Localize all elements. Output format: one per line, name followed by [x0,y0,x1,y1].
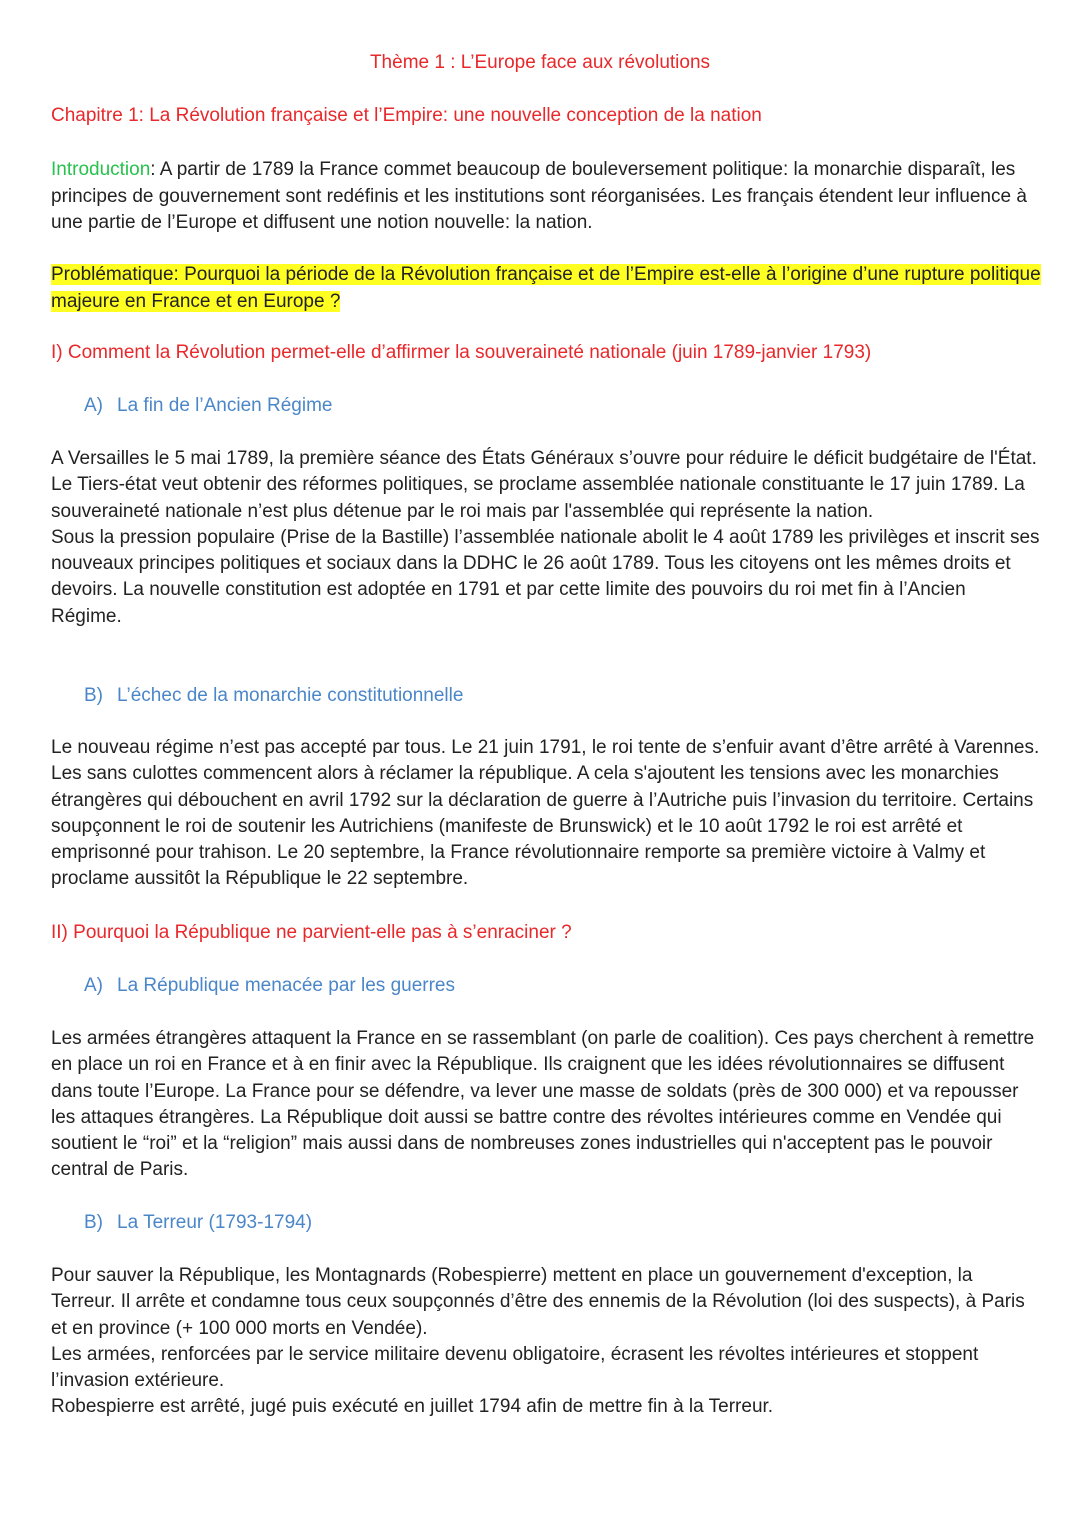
part2-section-a-body [51,1026,1041,1184]
paragraph: Robespierre est arrêté, jugé puis exécuté en juillet 1794 afin de mettre fin à la Terreur. [51,1396,774,1418]
part2-section-a-heading [84,974,1034,998]
paragraph: Sous la pression populaire (Prise de la Bastille) l’assemblée nationale abolit le 4 août 1789 les privilèges et inscrit ses nouveaux principes politiques et sociaux dans la DDHC le 26 août 1789. Tous les citoyens ont les mêmes droits et devoirs. La nouvelle constitution est adoptée en 1791 et par cette limite des pouvoirs du roi met fin à l’Ancien Régime. [51,526,1040,627]
problematique-text: Problématique: Pourquoi la période de la Révolution française et de l’Empire est-elle à l’origine d’une rupture politique majeure en France et en Europe ? [51,264,1041,312]
introduction-label: Introduction [51,159,151,180]
section-title: L’échec de la monarchie constitutionnelle [117,685,464,706]
paragraph: A Versailles le 5 mai 1789, la première séance des États Généraux s’ouvre pour réduire le déficit budgétaire de l'État. Le Tiers-état veut obtenir des réformes politiques, se proclame assemblée nationale constituante le 17 juin 1789. La souveraineté nationale n’est plus détenue par le roi mais par l'assemblée qui représente la nation. [51,448,1037,522]
section-letter: B) [84,1212,103,1233]
part1-section-b-heading [84,684,1034,708]
section-letter: A) [84,975,103,996]
introduction-text: : A partir de 1789 la France commet beaucoup de bouleversement politique: la monarchie disparaît, les principes de gouvernement sont redéfinis et les institutions sont réorganisées. Les français étendent leur influence à une partie de l’Europe et diffusent une notion nouvelle: la nation. [51,159,1027,233]
part2-section-b-body [51,1263,1041,1421]
problematique-paragraph [51,262,1041,315]
section-title: La République menacée par les guerres [117,975,455,996]
section-title: La Terreur (1793-1794) [117,1212,313,1233]
part1-section-a-heading [84,394,1034,418]
chapter-title: Chapitre 1: La Révolution française et l’Empire: une nouvelle conception de la nation [51,105,762,126]
introduction-paragraph [51,157,1041,237]
paragraph: Le nouveau régime n’est pas accepté par tous. Le 21 juin 1791, le roi tente de s’enfuir avant d’être arrêté à Varennes. Les sans culottes commencent alors à réclamer la république. A cela s'ajoutent les tensions avec les monarchies étrangères qui débouchent en avril 1792 sur la déclaration de guerre à l’Autriche puis l’invasion du territoire. Certains soupçonnent le roi de soutenir les Autrichiens (manifeste de Brunswick) et le 10 août 1792 le roi est arrêté et emprisonné pour trahison. Le 20 septembre, la France révolutionnaire remporte sa première victoire à Valmy et proclame aussitôt la République le 22 septembre. [51,737,1040,890]
section-letter: A) [84,395,103,416]
part2-title: II) Pourquoi la République ne parvient-elle pas à s’enraciner ? [51,922,572,943]
part1-section-a-body [51,446,1041,630]
paragraph: Pour sauver la République, les Montagnards (Robespierre) mettent en place un gouvernement d'exception, la Terreur. Il arrête et condamne tous ceux soupçonnés d’être des ennemis de la Révolution (loi des suspects), à Paris et en province (+ 100 000 morts en Vendée). [51,1265,1025,1339]
theme-title: Thème 1 : L’Europe face aux révolutions [369,52,711,73]
section-letter: B) [84,685,103,706]
paragraph: Les armées, renforcées par le service militaire devenu obligatoire, écrasent les révoltes intérieures et stoppent l’invasion extérieure. [51,1343,979,1392]
paragraph: Les armées étrangères attaquent la France en se rassemblant (on parle de coalition). Ces pays cherchent à remettre en place un roi en France et à en finir avec la République. Ils craignent que les idées révolutionnaires se diffusent dans toute l’Europe. La France pour se défendre, va lever une masse de soldats (près de 300 000) et va repousser les attaques étrangères. La République doit aussi se battre contre des révoltes intérieures comme en Vendée qui soutient le “roi” et la “religion” mais aussi dans de nombreuses zones industrielles qui n'acceptent pas le pouvoir central de Paris. [51,1028,1035,1181]
part1-title: I) Comment la Révolution permet-elle d’affirmer la souveraineté nationale (juin 1789-janvier 1793) [51,342,872,363]
part1-section-b-body [51,735,1041,893]
section-title: La fin de l’Ancien Régime [117,395,333,416]
part2-section-b-heading [84,1211,1034,1235]
